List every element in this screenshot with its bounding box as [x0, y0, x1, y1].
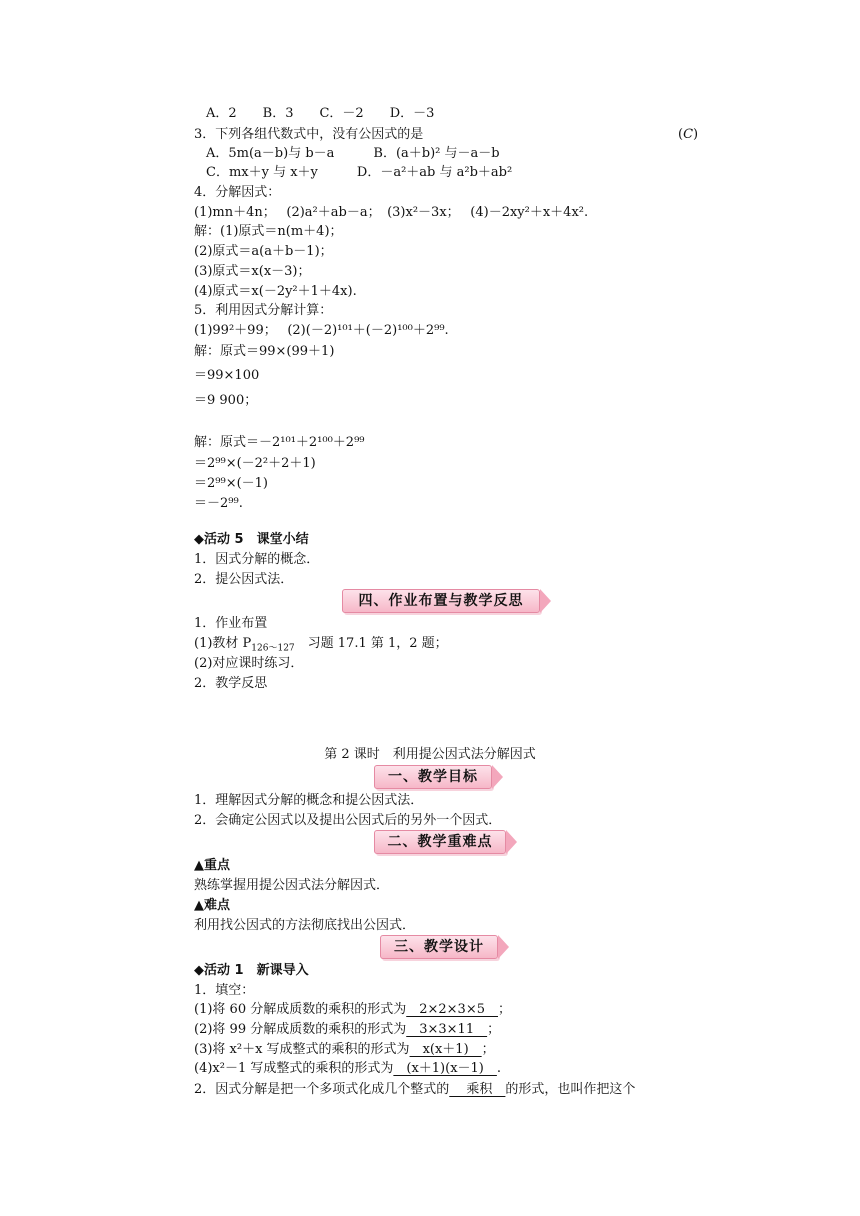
- goals-banner-text: 一、教学目标: [388, 769, 478, 785]
- section4-banner-text: 四、作业布置与教学反思: [358, 593, 524, 609]
- q4-solution-2: (2)原式＝a(a＋b－1)；: [194, 244, 333, 259]
- key-text: 熟练掌握用提公因式法分解因式．: [194, 878, 390, 893]
- activity1-title: ◆活动 1 新课导入: [194, 963, 309, 978]
- definition-line: [194, 1081, 635, 1099]
- fill-item3-answer: x(x＋1): [409, 1042, 482, 1057]
- q3-options-row1: A．5m(a－b)与 b－a B．(a＋b)² 与－a－b: [206, 146, 500, 161]
- fill-item4-answer: (x＋1)(x－1): [393, 1061, 497, 1076]
- goal-2: 2．会确定公因式以及提出公因式后的另外一个因式．: [194, 813, 502, 828]
- fill-title: 1．填空：: [194, 983, 255, 998]
- q5-solution-b3: ＝2⁹⁹×(－1): [194, 476, 269, 491]
- definition-pre: 2．因式分解是把一个多项式化成几个整式的: [194, 1082, 450, 1097]
- keypoints-banner: [374, 830, 506, 854]
- fill-item4-post: .: [496, 1061, 502, 1076]
- q3-stem: 3．下列各组代数式中，没有公因式的是: [194, 127, 424, 142]
- q5-stem: 5．利用因式分解计算：: [194, 303, 333, 318]
- fill-item3-post: ；: [481, 1042, 495, 1057]
- q5-solution-a3: ＝9 900；: [194, 393, 258, 408]
- difficulty-heading: ▲难点: [194, 898, 230, 913]
- q4-items: (1)mn＋4n； (2)a²＋ab－a； (3)x²－3x； (4)－2xy²＋x＋4x².: [194, 205, 589, 220]
- homework-item1-pages: 126～127: [251, 643, 295, 654]
- q4-stem: 4．分解因式：: [194, 185, 281, 200]
- definition-answer: 乘积: [449, 1082, 506, 1097]
- fill-item3: [194, 1041, 495, 1059]
- homework-item1-post: 习题 17.1 第 1，2 题；: [294, 636, 448, 651]
- design-banner: [380, 935, 498, 959]
- q5-solution-b2: ＝2⁹⁹×(－2²＋2＋1): [194, 456, 316, 471]
- homework-item1-pre: (1)教材 P: [194, 636, 252, 651]
- q4-solution-4: (4)原式＝x(－2y²＋1＋4x).: [194, 284, 357, 299]
- activity5-line1: 1．因式分解的概念．: [194, 552, 320, 567]
- q5-items: (1)99²＋99； (2)(－2)¹⁰¹＋(－2)¹⁰⁰＋2⁹⁹.: [194, 323, 449, 338]
- homework-item2: (2)对应课时练习．: [194, 656, 304, 671]
- fill-item2-answer: 3×3×11: [406, 1022, 488, 1037]
- q4-solution-1: 解：(1)原式＝n(m＋4)；: [194, 224, 343, 239]
- activity5-title: ◆活动 5 课堂小结: [194, 532, 309, 547]
- definition-post: 的形式，也叫作把这个: [505, 1082, 636, 1097]
- q4-solution-3: (3)原式＝x(x－3)；: [194, 264, 311, 279]
- fill-item1-pre: (1)将 60 分解成质数的乘积的形式为: [194, 1002, 407, 1017]
- q5-solution-a2: ＝99×100: [194, 368, 260, 383]
- reflection-title: 2．教学反思: [194, 676, 268, 691]
- q5-solution-b1: 解：原式＝－2¹⁰¹＋2¹⁰⁰＋2⁹⁹: [194, 435, 365, 450]
- activity5-line2: 2．提公因式法．: [194, 572, 294, 587]
- q3-answer: (C): [678, 127, 699, 142]
- fill-item4: [194, 1060, 501, 1078]
- q2-options: A．2 B．3 C．－2 D．－3: [206, 106, 435, 121]
- fill-item2-pre: (2)将 99 分解成质数的乘积的形式为: [194, 1022, 407, 1037]
- key-heading: ▲重点: [194, 858, 230, 873]
- q5-solution-b4: ＝－2⁹⁹.: [194, 496, 243, 511]
- fill-item1-post: ；: [498, 1002, 512, 1017]
- fill-item2-post: ；: [487, 1022, 501, 1037]
- section4-banner: [342, 589, 540, 613]
- difficulty-text: 利用找公因式的方法彻底找出公因式．: [194, 918, 416, 933]
- fill-item2: [194, 1021, 500, 1039]
- q5-solution-a1: 解：原式＝99×(99＋1): [194, 344, 335, 359]
- goal-1: 1．理解因式分解的概念和提公因式法．: [194, 793, 424, 808]
- homework-title: 1．作业布置: [194, 616, 268, 631]
- fill-item1-answer: 2×2×3×5: [406, 1002, 498, 1017]
- goals-banner: [374, 765, 492, 789]
- fill-item3-pre: (3)将 x²＋x 写成整式的乘积的形式为: [194, 1042, 410, 1057]
- q3-answer-letter: C: [683, 127, 694, 142]
- q3-options-row2: C．mx＋y 与 x＋y D．－a²＋ab 与 a²b＋ab²: [206, 165, 513, 180]
- fill-item1: [194, 1001, 511, 1019]
- fill-item4-pre: (4)x²－1 写成整式的乘积的形式为: [194, 1061, 394, 1076]
- lesson2-title: 第 2 课时 利用提公因式法分解因式: [324, 747, 536, 762]
- design-banner-text: 三、教学设计: [394, 939, 484, 955]
- keypoints-banner-text: 二、教学重难点: [387, 834, 493, 850]
